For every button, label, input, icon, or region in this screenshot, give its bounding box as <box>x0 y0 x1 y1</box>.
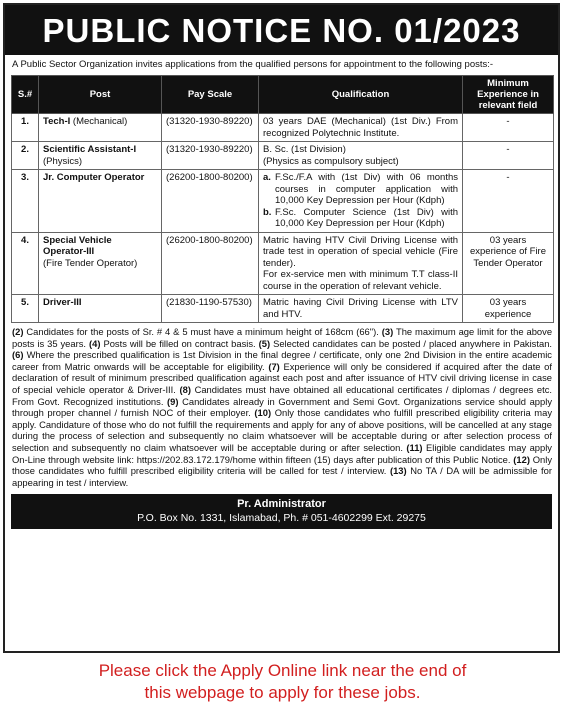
footer-line: Please click the Apply Online link near the end of <box>98 661 467 680</box>
posts-table <box>11 75 554 323</box>
condition-text: The maximum age limit for the above posts is 35 years. <box>12 326 553 349</box>
row-sno: 3. <box>12 170 39 233</box>
row-qualification <box>259 142 463 170</box>
row-qualification <box>259 232 463 295</box>
table-row <box>12 170 554 233</box>
table-row <box>12 142 554 170</box>
row-post <box>39 170 162 233</box>
row-experience: - <box>463 170 554 233</box>
row-pay-scale: (26200-1800-80200) <box>162 232 259 295</box>
post-title: Driver-III <box>43 297 82 308</box>
condition-number: (6) <box>12 349 24 361</box>
row-sno: 5. <box>12 295 39 323</box>
condition-text: Candidates already in Government and Semi Govt. Organizations service should apply through proper channel / furnish NOC of their employer. <box>12 395 553 419</box>
header-qualification: Qualification <box>259 76 463 114</box>
post-title: Jr. Computer Operator <box>43 172 145 183</box>
condition-text: Eligible candidates may apply On-Line through website link: https://202.83.172.179/home within fifteen (15) days after publication of this Public Notice. <box>12 441 552 465</box>
qualification-item-text: F.Sc. Computer Science (1st Div) with 10,000 Key Depression per Hour (Kdph) <box>275 206 458 229</box>
condition-number: (5) <box>258 337 271 349</box>
condition-number: (11) <box>406 441 423 453</box>
row-qualification <box>259 170 463 233</box>
header-experience: Minimum Experience in relevant field <box>463 76 554 114</box>
table-row <box>12 114 554 142</box>
qualification-line: (Physics as compulsory subject) <box>263 155 399 167</box>
row-post <box>39 142 162 170</box>
post-subtitle: (Mechanical) <box>72 116 128 127</box>
header-post: Post <box>39 76 162 114</box>
notice-intro: A Public Sector Organization invites applications from the qualified persons for appointment to the following posts:- <box>12 59 494 70</box>
condition-text: Selected candidates can be posted / placed anywhere in Pakistan. <box>273 337 553 349</box>
condition-text: Candidates for the posts of Sr. # 4 & 5 must have a minimum height of 168cm (66"). <box>26 326 379 337</box>
condition-text: Only those candidates who fulfill prescribed eligibility criteria will be called for test / interview. <box>12 453 553 477</box>
row-qualification: Matric having Civil Driving License with LTV and HTV. <box>259 295 463 323</box>
condition-number: (7) <box>268 360 280 372</box>
row-sno: 4. <box>12 232 39 295</box>
row-pay-scale: (21830-1190-57530) <box>162 295 259 323</box>
row-experience: - <box>463 142 554 170</box>
qualification-line: B. Sc. (1st Division) <box>263 144 346 155</box>
row-pay-scale: (31320-1930-89220) <box>162 142 259 170</box>
signatory-title: Pr. Administrator <box>237 498 326 511</box>
public-notice <box>3 3 560 653</box>
condition-text: Experience will only be considered if acquired after the date of declaration of result of minimum prescribed qualification against each post and after issuance of HTV civil driving license in case of special vehicle operator & Driver-III. <box>12 360 553 395</box>
qualification-item-label: b. <box>263 206 272 218</box>
condition-text: Only those candidates who fulfill prescribed eligibility criteria may apply. Candidature of those who do not fulfill the requirements and apply for any of above positions, will be cancelled at any stage during the process of selection and subsequently no claim whatsoever will be acceptable during or after selection process of selection and subsequently no claim whatsoever will be acceptable during or after selection. <box>12 407 553 453</box>
qualification-item <box>263 172 458 207</box>
contact-address: P.O. Box No. 1331, Islamabad, Ph. # 051-4602299 Ext. 29275 <box>137 512 426 525</box>
row-sno: 2. <box>12 142 39 170</box>
signature-block <box>11 494 552 529</box>
condition-text: Candidates must have obtained all educational certificates / diplomas / degrees etc. From Govt. Recognized institutions. <box>12 383 553 407</box>
row-post <box>39 295 162 323</box>
row-experience: 03 years experience <box>463 295 554 323</box>
condition-number: (12) <box>513 453 530 465</box>
condition-number: (9) <box>167 395 179 407</box>
condition-number: (4) <box>89 337 101 349</box>
header-sno: S.# <box>12 76 39 114</box>
apply-online-footer <box>0 660 565 704</box>
condition-text: No TA / DA will be admissible for appearing in test / interview. <box>12 465 552 488</box>
condition-number: (2) <box>12 326 24 337</box>
table-row <box>12 295 554 323</box>
row-post <box>39 114 162 142</box>
footer-line: this webpage to apply for these jobs. <box>144 683 421 702</box>
qualification-line: Matric having HTV Civil Driving License with trade test in operation of special vehicle (Fire tender). <box>263 234 458 269</box>
condition-number: (8) <box>179 383 191 395</box>
condition-number: (3) <box>381 326 394 337</box>
row-qualification: 03 years DAE (Mechanical) (1st Div.) From recognized Polytechnic Institute. <box>259 114 463 142</box>
row-sno: 1. <box>12 114 39 142</box>
qualification-item <box>263 207 458 230</box>
condition-number: (10) <box>254 407 272 419</box>
conditions-text <box>5 323 558 488</box>
row-pay-scale: (31320-1930-89220) <box>162 114 259 142</box>
qualification-item-text: F.Sc./F.A with (1st Div) with 06 months courses in computer application with 10,000 Key Depression per Hour (Kdph) <box>275 172 458 206</box>
row-pay-scale: (26200-1800-80200) <box>162 170 259 233</box>
header-pay-scale: Pay Scale <box>162 76 259 114</box>
table-header-row <box>12 76 554 114</box>
row-experience: 03 years experience of Fire Tender Operator <box>463 232 554 295</box>
condition-text: Where the prescribed qualification is 1st Division in the final degree / certificate, only one 2nd Division in the entire academic career from Matric onwards will be acceptable for eligibility. <box>12 349 552 372</box>
notice-title: PUBLIC NOTICE NO. 01/2023 <box>5 5 558 55</box>
post-title: Scientific Assistant-I <box>43 144 137 155</box>
table-row <box>12 232 554 295</box>
qualification-item-label: a. <box>263 172 271 183</box>
row-post <box>39 232 162 295</box>
post-subtitle: (Fire Tender Operator) <box>43 257 138 269</box>
post-title: Tech-I <box>43 116 71 127</box>
post-subtitle: (Physics) <box>43 155 83 167</box>
row-experience: - <box>463 114 554 142</box>
condition-number: (13) <box>389 465 407 477</box>
condition-text: Posts will be filled on contract basis. <box>103 337 256 349</box>
qualification-line: For ex-service men with minimum T.T class-II course in the operation of relevant vehicle. <box>263 269 458 292</box>
post-title: Special Vehicle Operator-III <box>43 234 112 257</box>
